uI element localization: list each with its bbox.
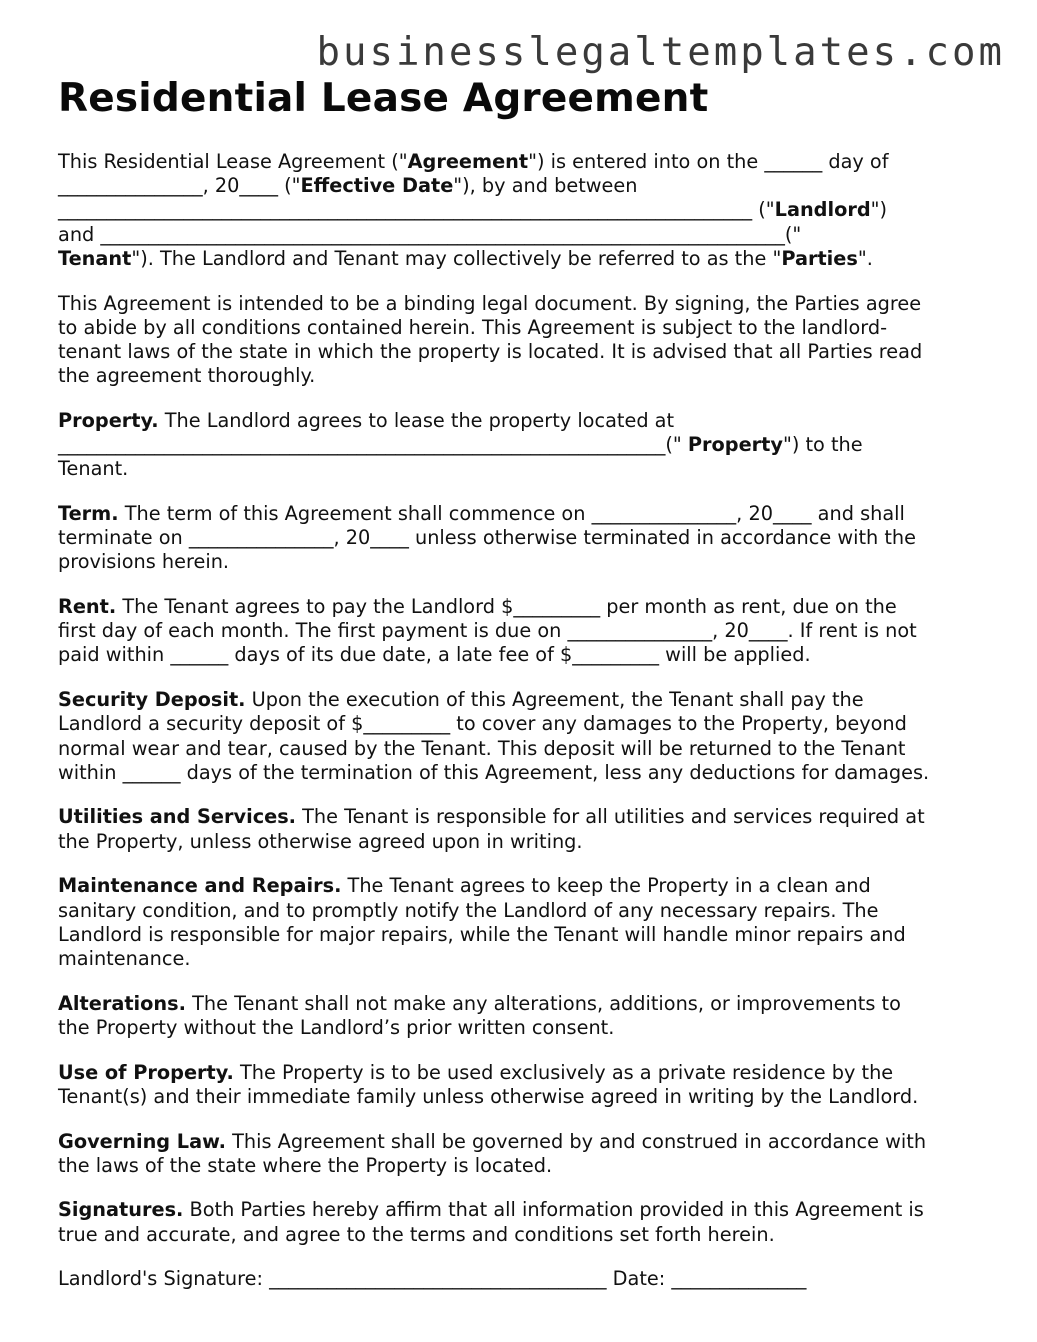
section-heading: Rent. (58, 595, 117, 619)
intro-paragraph: This Residential Lease Agreement ("Agreement") is entered into on the ______ day of _______________, 20____ ("Effective Date"), by and between ________________________________________________________________________ ("Landlord") and _______________________________________________________________________(" Tenant"). The Landlord and Tenant may collectively be referred to as the "Parties". (58, 150, 889, 270)
term-parties: Parties (781, 246, 858, 270)
section-heading: Utilities and Services. (58, 805, 297, 829)
property-section: Property. The Landlord agrees to lease the property located at _______________________________________________________________(" Property") to the Tenant. (58, 408, 863, 481)
term-effective-date: Effective Date (300, 174, 454, 198)
use-of-property-section: Use of Property. The Property is to be used exclusively as a private residence by the Tenant(s) and their immediate family unless otherwise agreed in writing by the Landlord. (58, 1060, 919, 1108)
document-title: Residential Lease Agreement (58, 76, 709, 121)
utilities-section: Utilities and Services. The Tenant is responsible for all utilities and services required at the Property, unless otherwise agreed upon in writing. (58, 805, 925, 853)
section-heading: Governing Law. (58, 1129, 227, 1153)
section-heading: Use of Property. (58, 1060, 234, 1084)
security-deposit-section: Security Deposit. Upon the execution of this Agreement, the Tenant shall pay the Landlord a security deposit of $_________ to cover any damages to the Property, beyond normal wear and tear, caused by the Tenant. This deposit will be returned to the Tenant within ______ days of the termination of this Agreement, less any deductions for damages. (58, 688, 930, 784)
term-agreement: Agreement (407, 150, 529, 173)
term-tenant: Tenant (58, 246, 132, 270)
section-heading: Security Deposit. (58, 688, 246, 712)
alterations-section: Alterations. The Tenant shall not make any alterations, additions, or improvements to the Property without the Landlord’s prior written consent. (58, 991, 901, 1039)
document-body (58, 150, 988, 1312)
section-heading: Signatures. (58, 1198, 184, 1222)
governing-law-section: Governing Law. This Agreement shall be governed by and construed in accordance with the laws of the state where the Property is located. (58, 1129, 927, 1177)
section-heading: Property. (58, 408, 159, 432)
landlord-signature-field[interactable]: ___________________________________ (269, 1267, 607, 1291)
maintenance-section: Maintenance and Repairs. The Tenant agrees to keep the Property in a clean and sanitary condition, and to promptly notify the Landlord of any necessary repairs. The Landlord is responsible for major repairs, while the Tenant will handle minor repairs and maintenance. (58, 874, 906, 970)
landlord-signature-line (58, 1267, 988, 1291)
rent-section: Rent. The Tenant agrees to pay the Landlord $_________ per month as rent, due on the first day of each month. The first payment is due on _______________, 20____. If rent is not paid within ______ days of its due date, a late fee of $_________ will be applied. (58, 595, 917, 667)
term-property: Property (687, 433, 783, 457)
section-heading: Term. (58, 501, 119, 525)
binding-paragraph: This Agreement is intended to be a binding legal document. By signing, the Parties agree to abide by all conditions contained herein. This Agreement is subject to the landlord- tenant laws of the state in which the property is located. It is advised that all Parties read the agreement thoroughly. (58, 291, 923, 388)
signatures-section: Signatures. Both Parties hereby affirm that all information provided in this Agreement is true and accurate, and agree to the terms and conditions set forth herein. (58, 1198, 924, 1246)
date-label: Date: (606, 1267, 672, 1291)
date-field[interactable]: ______________ (671, 1267, 807, 1291)
landlord-signature-label: Landlord's Signature: (58, 1267, 270, 1291)
section-heading: Maintenance and Repairs. (58, 874, 342, 898)
term-landlord: Landlord (774, 198, 871, 222)
site-watermark: businesslegaltemplates.com (316, 30, 1005, 75)
term-section: Term. The term of this Agreement shall commence on _______________, 20____ and shall terminate on _______________, 20____ unless otherwise terminated in accordance with the provisions herein. (58, 501, 917, 574)
section-heading: Alterations. (58, 991, 186, 1015)
